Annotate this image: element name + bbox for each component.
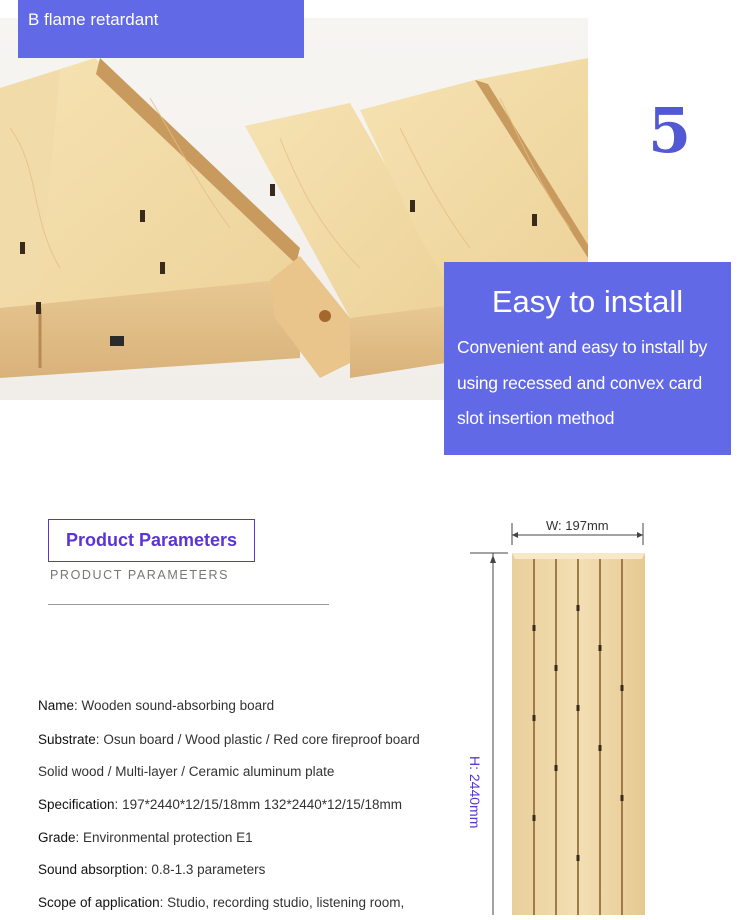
easy-install-title: Easy to install bbox=[491, 284, 684, 319]
height-dimension-line bbox=[470, 553, 508, 915]
param-value: 197*2440*12/15/18mm 132*2440*12/15/18mm bbox=[122, 797, 403, 812]
param-row: Substrate: Osun board / Wood plastic / Red core fireproof board bbox=[38, 732, 420, 747]
product-parameters-title-box bbox=[48, 519, 255, 562]
param-row: Sound absorption: 0.8-1.3 parameters bbox=[38, 862, 266, 877]
param-key: Scope of application bbox=[38, 895, 160, 910]
easy-install-description: Convenient and easy to install by using recessed and convex card slot insertion method bbox=[457, 337, 708, 428]
param-value: Studio, recording studio, listening room, bbox=[167, 895, 405, 910]
param-value: Wooden sound-absorbing board bbox=[81, 698, 275, 713]
board-illustration bbox=[460, 515, 750, 915]
product-parameters-title: Product Parameters bbox=[65, 530, 238, 550]
flame-retardant-banner bbox=[18, 0, 304, 58]
step-number: 5 bbox=[648, 94, 692, 167]
param-row: Specification: 197*2440*12/15/18mm 132*2440*12/15/18mm bbox=[38, 797, 403, 812]
param-row bbox=[38, 764, 334, 779]
param-key: Sound absorption bbox=[38, 862, 144, 877]
param-value: Osun board / Wood plastic / Red core fireproof board bbox=[103, 732, 420, 747]
param-key: Specification bbox=[38, 797, 115, 812]
param-row: Scope of application: Studio, recording studio, listening room, bbox=[38, 895, 405, 910]
param-key: Grade bbox=[38, 830, 76, 845]
easy-install-box bbox=[444, 262, 731, 455]
param-value: 0.8-1.3 parameters bbox=[151, 862, 266, 877]
param-key: Substrate bbox=[38, 732, 96, 747]
wood-board-left bbox=[0, 58, 300, 378]
slotted-panel bbox=[512, 553, 645, 915]
divider bbox=[48, 604, 329, 605]
height-label: H: 2440mm bbox=[467, 756, 483, 829]
param-key: Name bbox=[38, 698, 75, 713]
param-value: Environmental protection E1 bbox=[83, 830, 253, 845]
product-parameters-subtitle: PRODUCT PARAMETERS bbox=[50, 568, 230, 582]
width-label: W: 197mm bbox=[546, 518, 609, 533]
param-row: Name: Wooden sound-absorbing board bbox=[38, 698, 275, 713]
param-value: Solid wood / Multi-layer / Ceramic aluminum plate bbox=[38, 764, 335, 779]
flame-retardant-text: B flame retardant bbox=[28, 10, 159, 29]
param-row: Grade: Environmental protection E1 bbox=[38, 830, 253, 845]
